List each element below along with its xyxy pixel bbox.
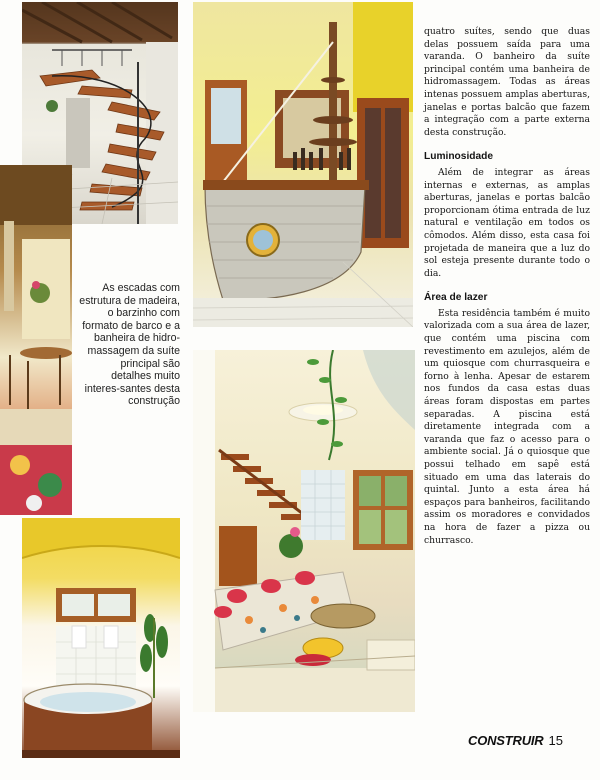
photo-living-room	[193, 350, 415, 712]
paragraph-luminosidade: Além de integrar as áreas internas e externas, as amplas aberturas, janelas e portas balcão proporcionam ótima entrada de luz natural e ventilação em todos os cômodos. Além disso, esta casa foi projetada de maneira que a luz do sol esteja presente durante todo o dia.	[424, 166, 590, 279]
photo-jacuzzi	[22, 518, 180, 758]
article-intro-paragraph: quatro suítes, sendo que duas delas possuem saída para uma varanda. O banheiro da suíte principal contém uma banheira de hidromassagem. Todas as áreas intenas possuem amplas aberturas, janelas e portas balcão que fazem a integração com a parte externa desta construção.	[424, 26, 590, 138]
page-number: 15	[548, 733, 563, 748]
magazine-brand: CONSTRUIR	[468, 733, 544, 748]
photo-dining-strip	[0, 165, 72, 515]
article-text	[424, 26, 590, 547]
heading-luminosidade: Luminosidade	[424, 151, 494, 163]
photo-boat-bar	[193, 2, 413, 327]
heading-area-de-lazer: Área de lazer	[424, 292, 488, 304]
page-footer	[468, 732, 563, 750]
paragraph-area-de-lazer: Esta residência também é muito valorizada com a sua área de lazer, que contém uma piscina com revestimento em azulejos, além de um quiosque com churrasqueira e forno à lenha. Apesar de estarem nos fundos da casa estas duas áreas foram dispostas em partes separadas. A piscina está diretamente integrada com a varanda que faz o acesso para o ambiente social. Já o quiosque que possui telhado em sapê está situado em uma das laterais do quintal. Junto a esta área há espaços para banheiros, facilitando assim os moradores e convidados na hora de fazer a pizza ou churrasco.	[424, 307, 590, 546]
photo-caption: As escadas com estrutura de madeira, o barzinho com formato de barco e a banheira de hidro-massagem da suíte principal são detalhes muito interes-santes desta construção	[79, 282, 180, 408]
